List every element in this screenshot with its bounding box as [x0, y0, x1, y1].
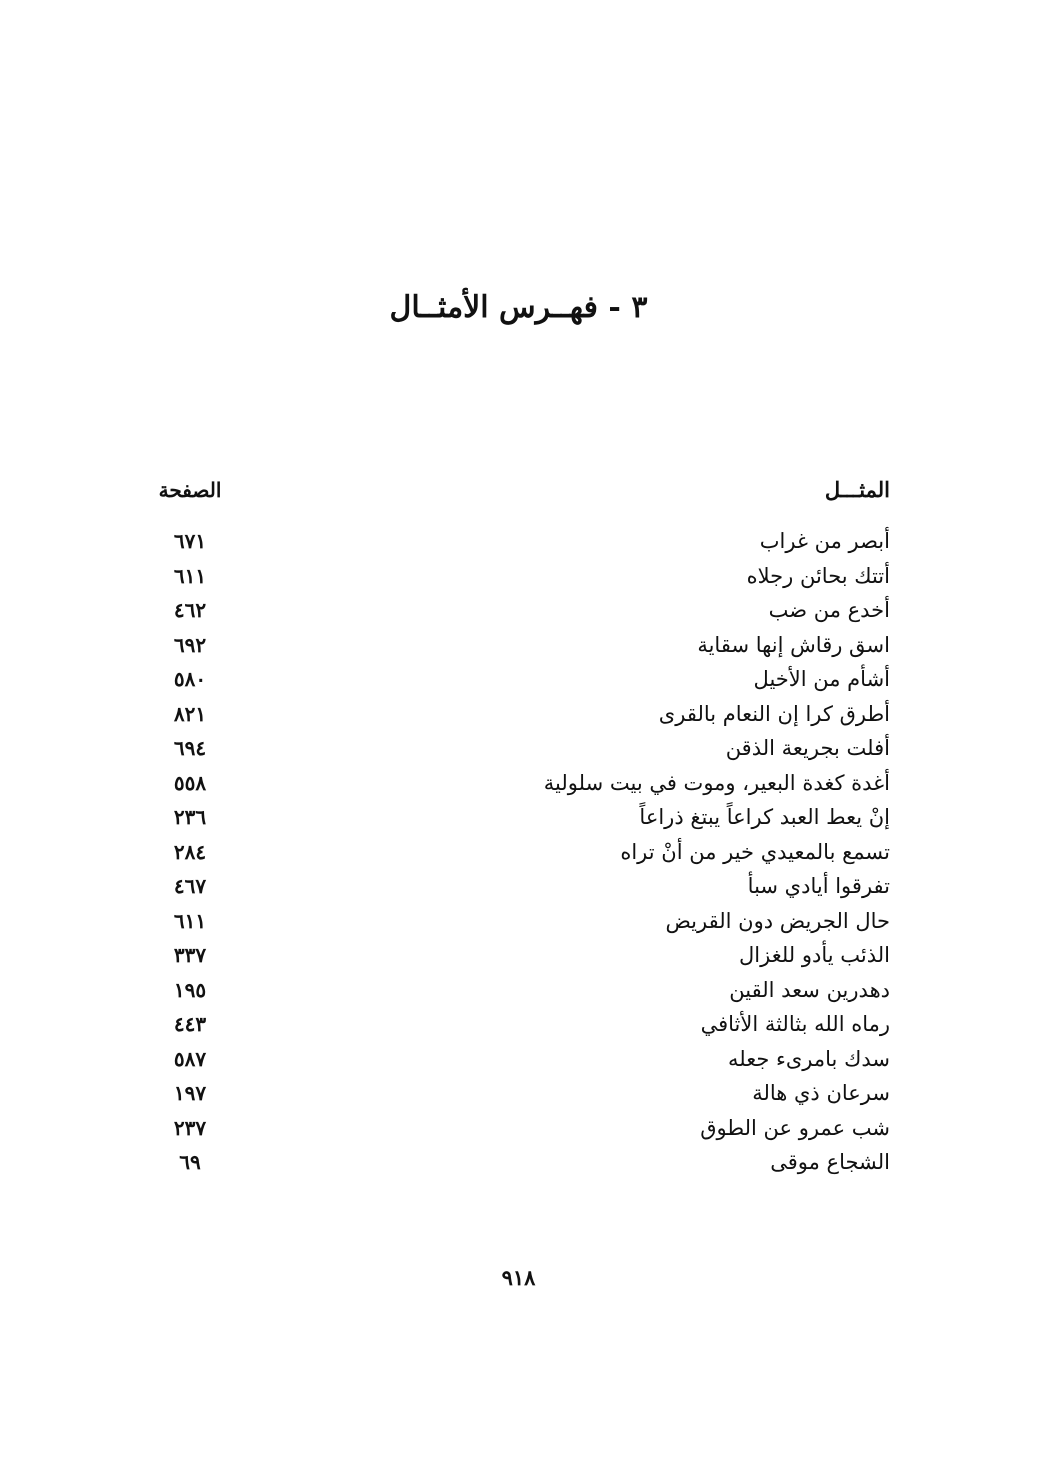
page-reference: ٦٩٤: [173, 736, 207, 761]
page-reference: ٤٦٧: [173, 874, 207, 899]
page-reference: ٦٩: [179, 1150, 201, 1175]
list-item: [150, 731, 890, 766]
page-reference: ٤٤٣: [173, 1012, 207, 1037]
list-item: [150, 559, 890, 594]
list-item: [150, 1007, 890, 1042]
proverb-text: الشجاع موقى: [770, 1150, 890, 1175]
proverb-text: اسق رقاش إنها سقاية: [697, 632, 890, 657]
list-item: [150, 1042, 890, 1077]
page-reference: ٥٥٨: [173, 770, 207, 795]
proverb-text: أفلت بجريعة الذقن: [725, 736, 890, 761]
proverb-text: أتتك بحائن رجلاه: [746, 563, 890, 588]
list-item: [150, 524, 890, 559]
list-item: [150, 628, 890, 663]
page-reference: ٢٣٧: [173, 1115, 207, 1140]
page-reference: ٨٢١: [173, 701, 207, 726]
list-item: [150, 697, 890, 732]
proverb-column-header: المثـــل: [824, 477, 890, 502]
list-item: [150, 835, 890, 870]
proverb-text: رماه الله بثالثة الأثافي: [700, 1012, 890, 1037]
proverb-text: دهدرين سعد القين: [729, 977, 890, 1002]
proverb-text: شب عمرو عن الطوق: [700, 1115, 890, 1140]
list-item: [150, 904, 890, 939]
page-reference: ١٩٥: [173, 977, 207, 1002]
list-item: [150, 662, 890, 697]
proverb-text: أبصر من غراب: [759, 529, 890, 554]
proverb-text: أغدة كغدة البعير، وموت في بيت سلولية: [543, 770, 890, 795]
column-headers: [150, 474, 890, 506]
proverb-text: تفرقوا أيادي سبأ: [747, 874, 890, 899]
list-item: [150, 1145, 890, 1180]
list-item: [150, 869, 890, 904]
list-item: [150, 973, 890, 1008]
page-reference: ١٩٧: [173, 1081, 207, 1106]
page-reference: ٦١١: [173, 908, 207, 933]
list-item: [150, 1076, 890, 1111]
page-reference: ٥٨٧: [173, 1046, 207, 1071]
proverb-text: حال الجريض دون القريض: [665, 908, 890, 933]
page-reference: ٢٨٤: [173, 839, 207, 864]
page-number: ٩١٨: [501, 1265, 536, 1290]
page-reference: ٢٣٦: [173, 805, 207, 830]
proverb-text: أطرق كرا إن النعام بالقرى: [658, 701, 890, 726]
page-reference: ٦٧١: [173, 529, 207, 554]
list-item: [150, 800, 890, 835]
page-title: ٣ - فهــرس الأمثــال: [389, 290, 648, 325]
list-item: [150, 593, 890, 628]
page-column-header: الصفحة: [158, 478, 222, 502]
page-reference: ٦١١: [173, 563, 207, 588]
proverb-text: تسمع بالمعيدي خير من أنْ تراه: [620, 839, 890, 864]
page-reference: ٥٨٠: [173, 667, 207, 692]
list-item: [150, 766, 890, 801]
list-item: [150, 1111, 890, 1146]
proverb-text: سدك بامرىء جعله: [728, 1046, 890, 1071]
proverb-text: سرعان ذي هالة: [752, 1081, 890, 1106]
proverb-text: إنْ يعط العبد كراعاً يبتغ ذراعاً: [639, 805, 890, 830]
proverb-index-list: [150, 524, 890, 1180]
page-reference: ٤٦٢: [173, 598, 207, 623]
page-reference: ٣٣٧: [173, 943, 207, 968]
list-item: [150, 938, 890, 973]
proverb-text: الذئب يأدو للغزال: [739, 943, 890, 968]
proverb-text: أخدع من ضب: [768, 598, 890, 623]
page-reference: ٦٩٢: [173, 632, 207, 657]
proverb-text: أشأم من الأخيل: [753, 667, 890, 692]
